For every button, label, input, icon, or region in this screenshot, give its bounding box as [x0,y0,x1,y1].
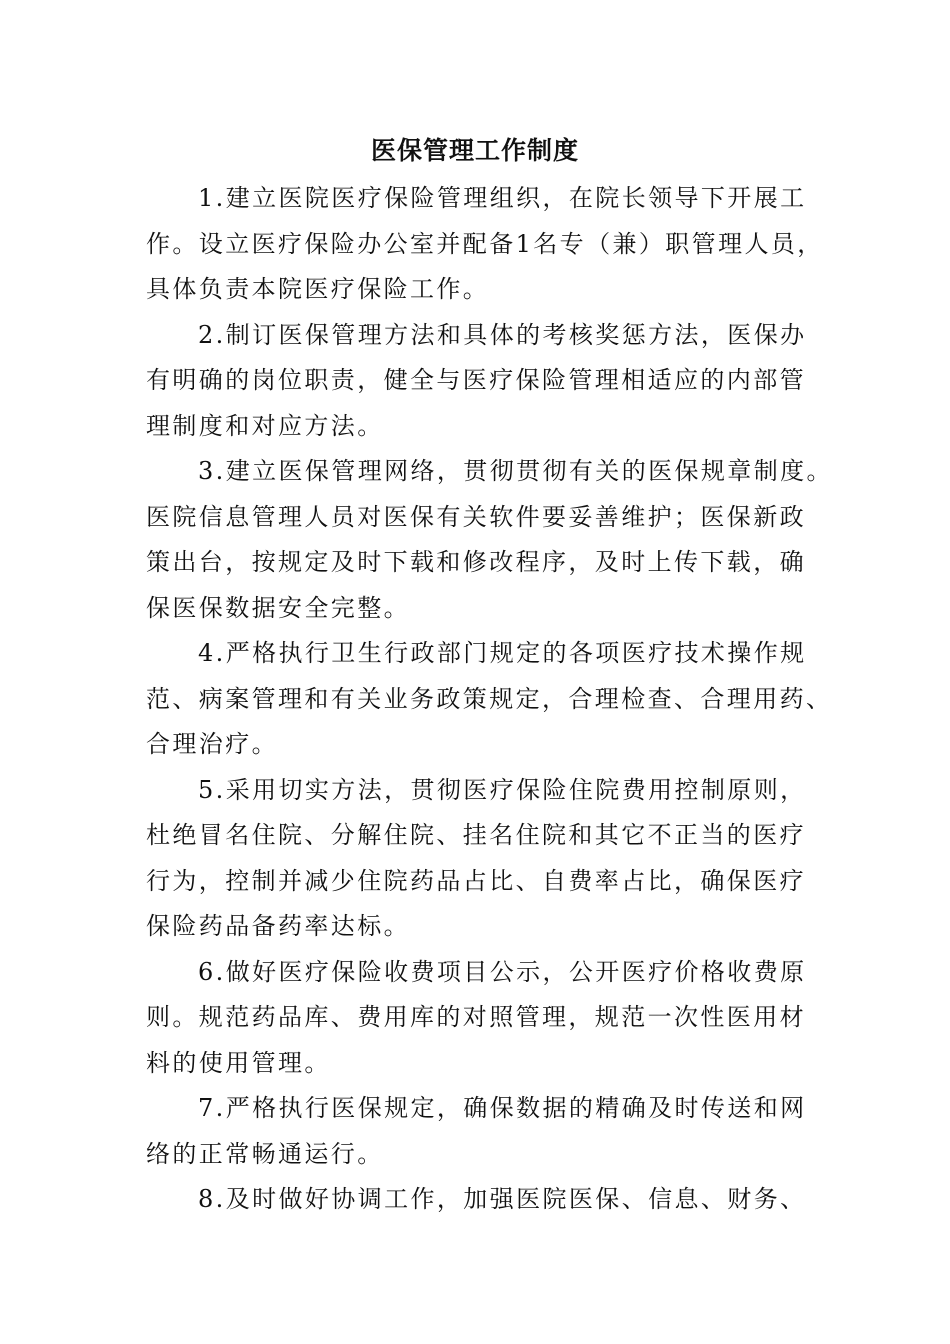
paragraph-line: 络的正常畅通运行。 [146,1139,384,1168]
paragraph-line: 8.及时做好协调工作，加强医院医保、信息、财务、 [198,1185,807,1213]
paragraph-line: 则。规范药品库、费用库的对照管理，规范一次性医用材 [146,1003,806,1031]
paragraph-line: 1.建立医院医疗保险管理组织，在院长领导下开展工 [198,184,807,212]
paragraph-line: 保医保数据安全完整。 [146,593,410,622]
paragraph-2 [146,313,807,450]
paragraph-line: 7.严格执行医保规定，确保数据的精确及时传送和网 [198,1094,807,1122]
paragraph-line: 具体负责本院医疗保险工作。 [146,275,490,303]
paragraph-7 [146,1086,807,1177]
paragraph-line: 2.制订医保管理方法和具体的考核奖惩方法，医保办 [198,320,807,349]
paragraph-line: 杜绝冒名住院、分解住院、挂名住院和其它不正当的医疗 [146,821,806,849]
paragraph-8 [146,1177,807,1223]
paragraph-line: 3.建立医保管理网络，贯彻贯彻有关的医保规章制度。 [198,457,833,485]
paragraph-line: 4.严格执行卫生行政部门规定的各项医疗技术操作规 [198,639,807,667]
paragraph-4 [146,631,833,768]
paragraph-line: 作。设立医疗保险办公室并配备1名专（兼）职管理人员， [146,229,824,258]
paragraph-line: 范、病案管理和有关业务政策规定，合理检查、合理用药、 [146,684,833,713]
paragraph-6 [146,950,807,1087]
paragraph-5 [146,768,807,950]
paragraph-line: 行为，控制并减少住院药品占比、自费率占比，确保医疗 [146,866,806,895]
paragraph-line: 6.做好医疗保险收费项目公示，公开医疗价格收费原 [198,957,807,986]
paragraph-line: 合理治疗。 [146,730,278,758]
paragraph-line: 料的使用管理。 [146,1048,331,1077]
paragraph-line: 5.采用切实方法，贯彻医疗保险住院费用控制原则， [198,775,807,804]
paragraph-line: 医院信息管理人员对医保有关软件要妥善维护；医保新政 [146,502,806,531]
paragraph-3 [146,449,833,631]
paragraph-line: 有明确的岗位职责，健全与医疗保险管理相适应的内部管 [146,366,806,394]
paragraph-line: 策出台，按规定及时下载和修改程序，及时上传下载，确 [146,548,806,576]
paragraph-line: 理制度和对应方法。 [146,411,384,440]
paragraph-1 [146,176,824,313]
document-title: 医保管理工作制度 [370,136,579,165]
document-body [146,176,833,1223]
paragraph-line: 保险药品备药率达标。 [146,912,410,940]
